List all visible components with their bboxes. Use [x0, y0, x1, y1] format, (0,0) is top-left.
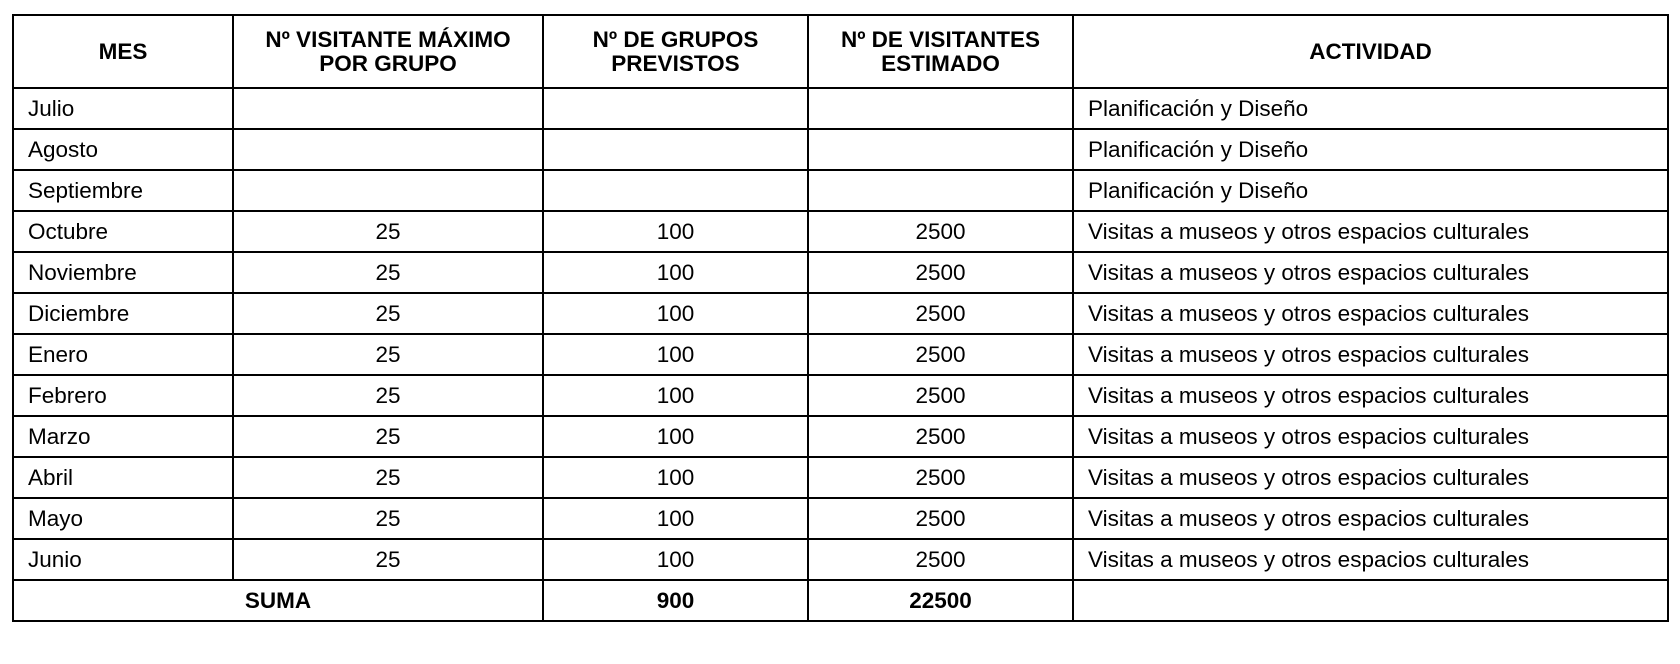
cell-max-visitantes: 25 — [233, 252, 543, 293]
cell-visitantes-estimado — [808, 129, 1073, 170]
header-max-visitantes: Nº VISITANTE MÁXIMO POR GRUPO — [233, 15, 543, 88]
cell-visitantes-estimado: 2500 — [808, 375, 1073, 416]
totals-grupos: 900 — [543, 580, 808, 621]
cell-visitantes-estimado: 2500 — [808, 498, 1073, 539]
cell-actividad: Visitas a museos y otros espacios culturales — [1073, 539, 1668, 580]
cell-grupos-previstos — [543, 88, 808, 129]
cell-actividad: Planificación y Diseño — [1073, 129, 1668, 170]
cell-grupos-previstos: 100 — [543, 539, 808, 580]
cell-max-visitantes: 25 — [233, 539, 543, 580]
cell-visitantes-estimado: 2500 — [808, 416, 1073, 457]
cell-visitantes-estimado: 2500 — [808, 539, 1073, 580]
cell-mes: Agosto — [13, 129, 233, 170]
cell-actividad: Visitas a museos y otros espacios culturales — [1073, 457, 1668, 498]
cell-grupos-previstos: 100 — [543, 457, 808, 498]
totals-row — [13, 580, 1668, 621]
table-row — [13, 416, 1668, 457]
table-row — [13, 88, 1668, 129]
table-row — [13, 539, 1668, 580]
cell-grupos-previstos: 100 — [543, 498, 808, 539]
cell-visitantes-estimado — [808, 170, 1073, 211]
visitor-plan-table — [12, 14, 1669, 622]
cell-max-visitantes: 25 — [233, 416, 543, 457]
cell-grupos-previstos — [543, 170, 808, 211]
cell-visitantes-estimado: 2500 — [808, 252, 1073, 293]
cell-mes: Junio — [13, 539, 233, 580]
cell-grupos-previstos: 100 — [543, 375, 808, 416]
header-row — [13, 15, 1668, 88]
table-row — [13, 252, 1668, 293]
cell-actividad: Visitas a museos y otros espacios culturales — [1073, 293, 1668, 334]
totals-visitantes: 22500 — [808, 580, 1073, 621]
cell-grupos-previstos: 100 — [543, 293, 808, 334]
header-grupos-previstos: Nº DE GRUPOS PREVISTOS — [543, 15, 808, 88]
cell-visitantes-estimado: 2500 — [808, 293, 1073, 334]
table-row — [13, 498, 1668, 539]
cell-max-visitantes: 25 — [233, 334, 543, 375]
cell-mes: Septiembre — [13, 170, 233, 211]
table-row — [13, 211, 1668, 252]
cell-actividad: Planificación y Diseño — [1073, 88, 1668, 129]
cell-grupos-previstos: 100 — [543, 416, 808, 457]
cell-mes: Marzo — [13, 416, 233, 457]
cell-actividad: Visitas a museos y otros espacios culturales — [1073, 252, 1668, 293]
cell-grupos-previstos: 100 — [543, 334, 808, 375]
table-row — [13, 375, 1668, 416]
cell-actividad: Visitas a museos y otros espacios culturales — [1073, 416, 1668, 457]
table-row — [13, 129, 1668, 170]
cell-mes: Abril — [13, 457, 233, 498]
cell-visitantes-estimado: 2500 — [808, 457, 1073, 498]
cell-max-visitantes: 25 — [233, 211, 543, 252]
cell-max-visitantes — [233, 88, 543, 129]
cell-mes: Diciembre — [13, 293, 233, 334]
cell-mes: Julio — [13, 88, 233, 129]
cell-visitantes-estimado: 2500 — [808, 334, 1073, 375]
table-row — [13, 334, 1668, 375]
cell-actividad: Visitas a museos y otros espacios culturales — [1073, 211, 1668, 252]
header-visitantes-estimado: Nº DE VISITANTES ESTIMADO — [808, 15, 1073, 88]
cell-actividad: Visitas a museos y otros espacios culturales — [1073, 334, 1668, 375]
cell-grupos-previstos — [543, 129, 808, 170]
cell-visitantes-estimado: 2500 — [808, 211, 1073, 252]
header-actividad: ACTIVIDAD — [1073, 15, 1668, 88]
cell-max-visitantes: 25 — [233, 293, 543, 334]
cell-grupos-previstos: 100 — [543, 211, 808, 252]
cell-visitantes-estimado — [808, 88, 1073, 129]
cell-mes: Octubre — [13, 211, 233, 252]
cell-max-visitantes: 25 — [233, 457, 543, 498]
header-mes: MES — [13, 15, 233, 88]
table-row — [13, 457, 1668, 498]
cell-mes: Enero — [13, 334, 233, 375]
cell-mes: Mayo — [13, 498, 233, 539]
table-body — [13, 88, 1668, 580]
cell-actividad: Visitas a museos y otros espacios culturales — [1073, 498, 1668, 539]
totals-label: SUMA — [13, 580, 543, 621]
cell-max-visitantes — [233, 170, 543, 211]
cell-actividad: Planificación y Diseño — [1073, 170, 1668, 211]
table-row — [13, 170, 1668, 211]
cell-actividad: Visitas a museos y otros espacios culturales — [1073, 375, 1668, 416]
cell-grupos-previstos: 100 — [543, 252, 808, 293]
cell-max-visitantes — [233, 129, 543, 170]
cell-mes: Febrero — [13, 375, 233, 416]
cell-max-visitantes: 25 — [233, 498, 543, 539]
totals-actividad — [1073, 580, 1668, 621]
table-row — [13, 293, 1668, 334]
cell-max-visitantes: 25 — [233, 375, 543, 416]
cell-mes: Noviembre — [13, 252, 233, 293]
